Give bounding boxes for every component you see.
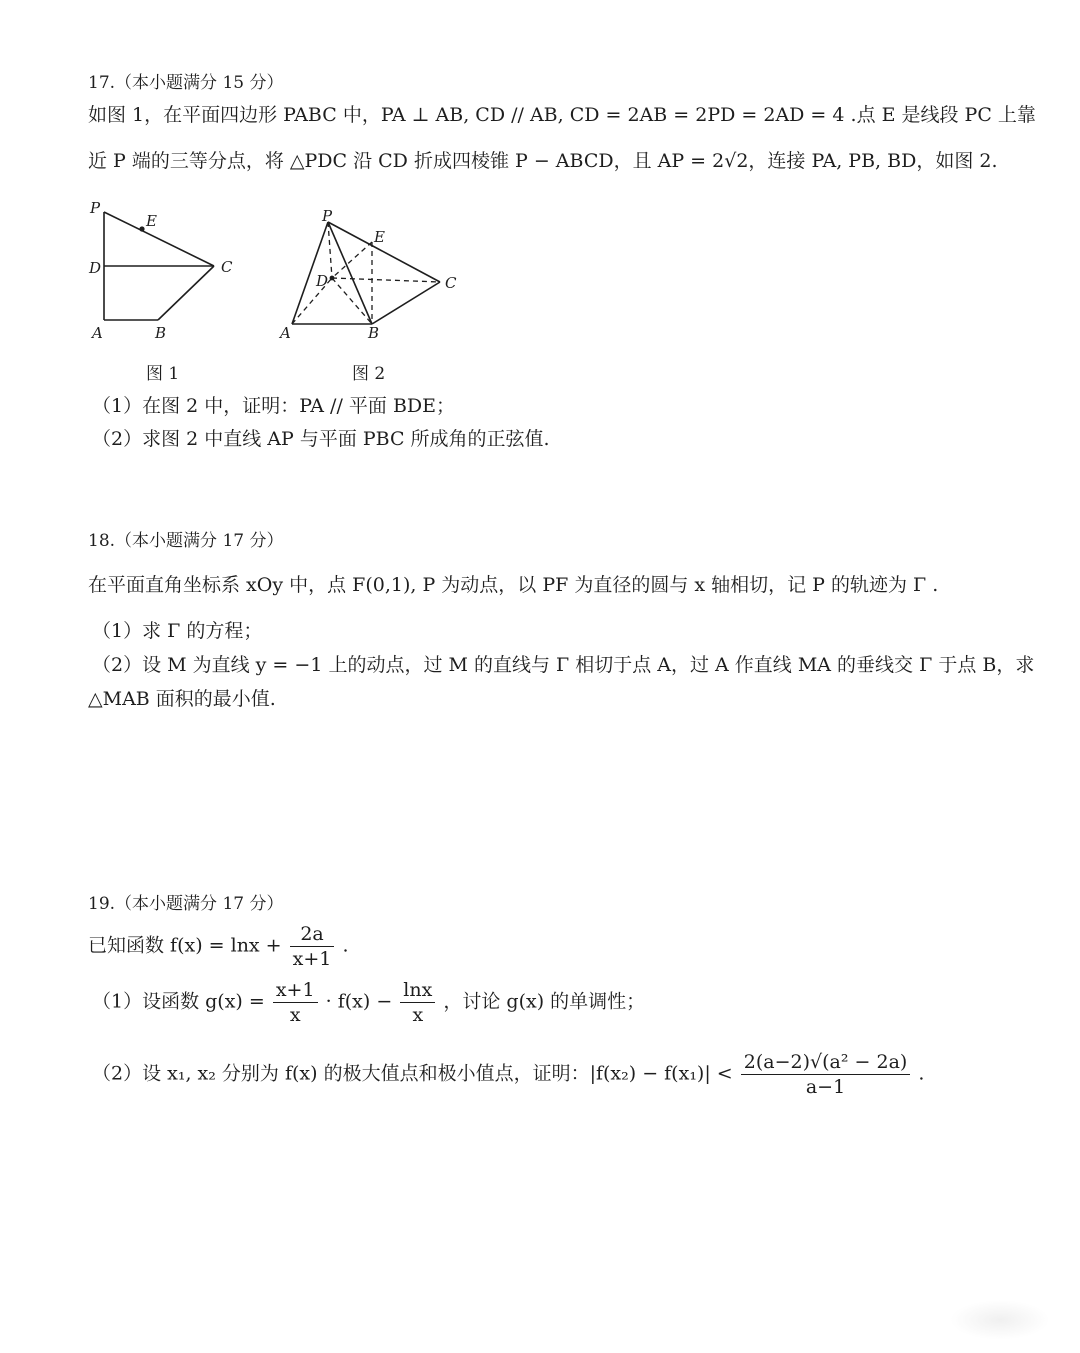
q18-stem: 在平面直角坐标系 xOy 中，点 F(0,1), P 为动点，以 PF 为直径的圆与 x 轴相切，记 P 的轨迹为 Γ . — [88, 574, 939, 596]
q18-part2-line1: （2）设 M 为直线 y = −1 上的动点，过 M 的直线与 Γ 相切于点 A，过 A 作直线 MA 的垂线交 Γ 于点 B，求 — [92, 654, 1035, 676]
fig2-label-e: E — [374, 228, 385, 246]
q19-stem-frac-den: x+1 — [292, 948, 332, 970]
q19-part1-fraction2 — [400, 978, 435, 1027]
fig2-label-b: B — [368, 324, 380, 342]
q19-part1-frac1-num: x+1 — [273, 978, 318, 1003]
q19-part2-fraction — [741, 1050, 911, 1099]
q19-part1-prefix: （1）设函数 g(x) = — [92, 990, 265, 1013]
q19-stem-frac-num: 2a — [290, 922, 335, 947]
q19-part1-frac1-den: x — [289, 1004, 301, 1026]
fig1-label-b: B — [155, 324, 167, 342]
q17-header: 17.（本小题满分 15 分） — [88, 73, 284, 93]
q19-part1-fraction1 — [273, 978, 318, 1027]
fig2-label-c: C — [445, 274, 457, 292]
q18-part2-line2: △MAB 面积的最小值. — [88, 688, 276, 710]
q19-part1-frac2-num: lnx — [400, 978, 435, 1003]
figure-2 — [276, 206, 476, 346]
q17-stem-line1: 如图 1，在平面四边形 PABC 中，PA ⊥ AB, CD // AB, CD = 2AB = 2PD = 2AD = 4 .点 E 是线段 PC 上靠 — [88, 104, 1036, 126]
q17-part1: （1）在图 2 中，证明：PA // 平面 BDE； — [92, 395, 456, 417]
fig1-label-a: A — [92, 324, 103, 342]
q19-part2-suffix: . — [918, 1062, 925, 1085]
q19-part2-frac-num: 2(a−2)√(a² − 2a) — [741, 1050, 911, 1075]
q19-part1-mid: · f(x) − — [325, 990, 393, 1013]
fig1-label-e: E — [146, 212, 157, 230]
q19-stem — [88, 922, 348, 971]
q19-stem-suffix: . — [342, 934, 349, 957]
fig1-label-p: P — [90, 199, 101, 217]
fig1-label-d: D — [89, 259, 102, 277]
q19-part1-suffix: ，讨论 g(x) 的单调性； — [443, 990, 646, 1013]
fig2-label-p: P — [322, 207, 333, 225]
fig2-label-a: A — [280, 324, 291, 342]
q19-part2-prefix: （2）设 x₁, x₂ 分别为 f(x) 的极大值点和极小值点，证明：|f(x₂) − f(x₁)| < — [92, 1062, 733, 1085]
fig2-label-d: D — [316, 272, 329, 290]
scan-shadow — [950, 1300, 1050, 1340]
q19-part1-frac2-den: x — [412, 1004, 424, 1026]
q19-stem-prefix: 已知函数 f(x) = lnx + — [88, 934, 282, 957]
q19-stem-fraction — [290, 922, 335, 971]
q17-part2: （2）求图 2 中直线 AP 与平面 PBC 所成角的正弦值. — [92, 428, 550, 450]
q18-header: 18.（本小题满分 17 分） — [88, 531, 284, 551]
q19-part1 — [92, 978, 645, 1027]
q18-part1: （1）求 Γ 的方程； — [92, 620, 263, 642]
q19-part2 — [92, 1050, 924, 1099]
figure-1 — [84, 196, 254, 346]
fig1-caption: 图 1 — [146, 364, 180, 384]
fig1-label-c: C — [221, 258, 233, 276]
q17-stem-line2: 近 P 端的三等分点，将 △PDC 沿 CD 折成四棱锥 P − ABCD，且 AP = 2√2，连接 PA, PB, BD，如图 2. — [88, 150, 998, 172]
fig2-caption: 图 2 — [352, 364, 386, 384]
q19-header: 19.（本小题满分 17 分） — [88, 894, 284, 914]
q19-part2-frac-den: a−1 — [805, 1076, 846, 1098]
